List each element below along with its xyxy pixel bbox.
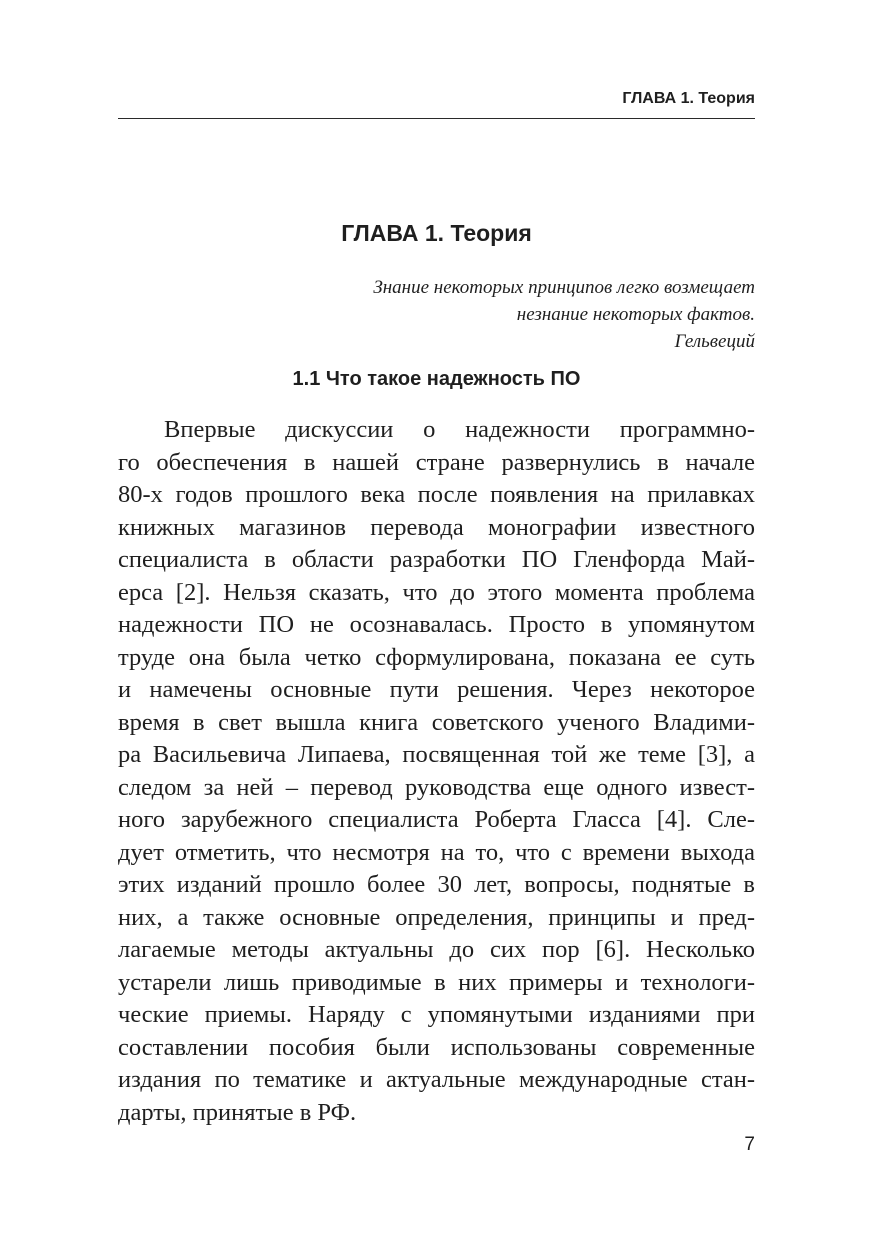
body-line: лагаемые методы актуальны до сих пор [6]. Несколько bbox=[118, 936, 755, 963]
body-line: следом за ней – перевод руководства еще одного извест- bbox=[118, 773, 755, 801]
epigraph-line: Знание некоторых принципов легко возмещает bbox=[373, 277, 755, 298]
body-line: и намечены основные пути решения. Через некоторое bbox=[118, 676, 755, 703]
body-line: этих изданий прошло более 30 лет, вопросы, поднятые в bbox=[118, 871, 755, 898]
page-number: 7 bbox=[744, 1134, 755, 1155]
body-line: труде она была четко сформулирована, показана ее суть bbox=[118, 643, 755, 671]
body-line: устарели лишь приводимые в них примеры и технологи- bbox=[118, 968, 755, 996]
body-line: ческие приемы. Наряду с упомянутыми изданиями при bbox=[118, 1001, 755, 1028]
epigraph bbox=[118, 274, 755, 355]
body-line: специалиста в области разработки ПО Гленфорда Май- bbox=[118, 546, 755, 573]
body-line: дует отметить, что несмотря на то, что с времени выхода bbox=[118, 838, 755, 866]
body-line: 80-х годов прошлого века после появления на прилавках bbox=[118, 481, 755, 508]
body-line: дарты, принятые в РФ. bbox=[118, 1098, 357, 1126]
chapter-title: ГЛАВА 1. Теория bbox=[341, 220, 532, 246]
running-header: ГЛАВА 1. Теория bbox=[622, 90, 755, 107]
body-line: время в свет вышла книга советского ученого Владими- bbox=[118, 708, 755, 736]
epigraph-author: Гельвеций bbox=[674, 331, 755, 352]
body-line: книжных магазинов перевода монографии известного bbox=[118, 513, 755, 541]
body-line: ра Васильевича Липаева, посвященная той же теме [3], а bbox=[118, 741, 755, 768]
header-divider bbox=[118, 118, 755, 119]
body-line: издания по тематике и актуальные международные стан- bbox=[118, 1066, 755, 1093]
body-line: составлении пособия были использованы современные bbox=[118, 1033, 755, 1061]
body-paragraph bbox=[118, 414, 755, 1129]
body-line: них, а также основные определения, принципы и пред- bbox=[118, 903, 755, 931]
body-line: ного зарубежного специалиста Роберта Гласса [4]. Сле- bbox=[118, 806, 755, 833]
body-line: надежности ПО не осознавалась. Просто в упомянутом bbox=[118, 611, 755, 638]
body-line: го обеспечения в нашей стране развернулись в начале bbox=[118, 448, 755, 476]
body-line: ерса [2]. Нельзя сказать, что до этого момента проблема bbox=[118, 578, 755, 606]
body-line: Впервые дискуссии о надежности программно- bbox=[164, 416, 755, 443]
epigraph-line: незнание некоторых фактов. bbox=[516, 304, 755, 325]
section-title: 1.1 Что такое надежность ПО bbox=[292, 368, 581, 390]
